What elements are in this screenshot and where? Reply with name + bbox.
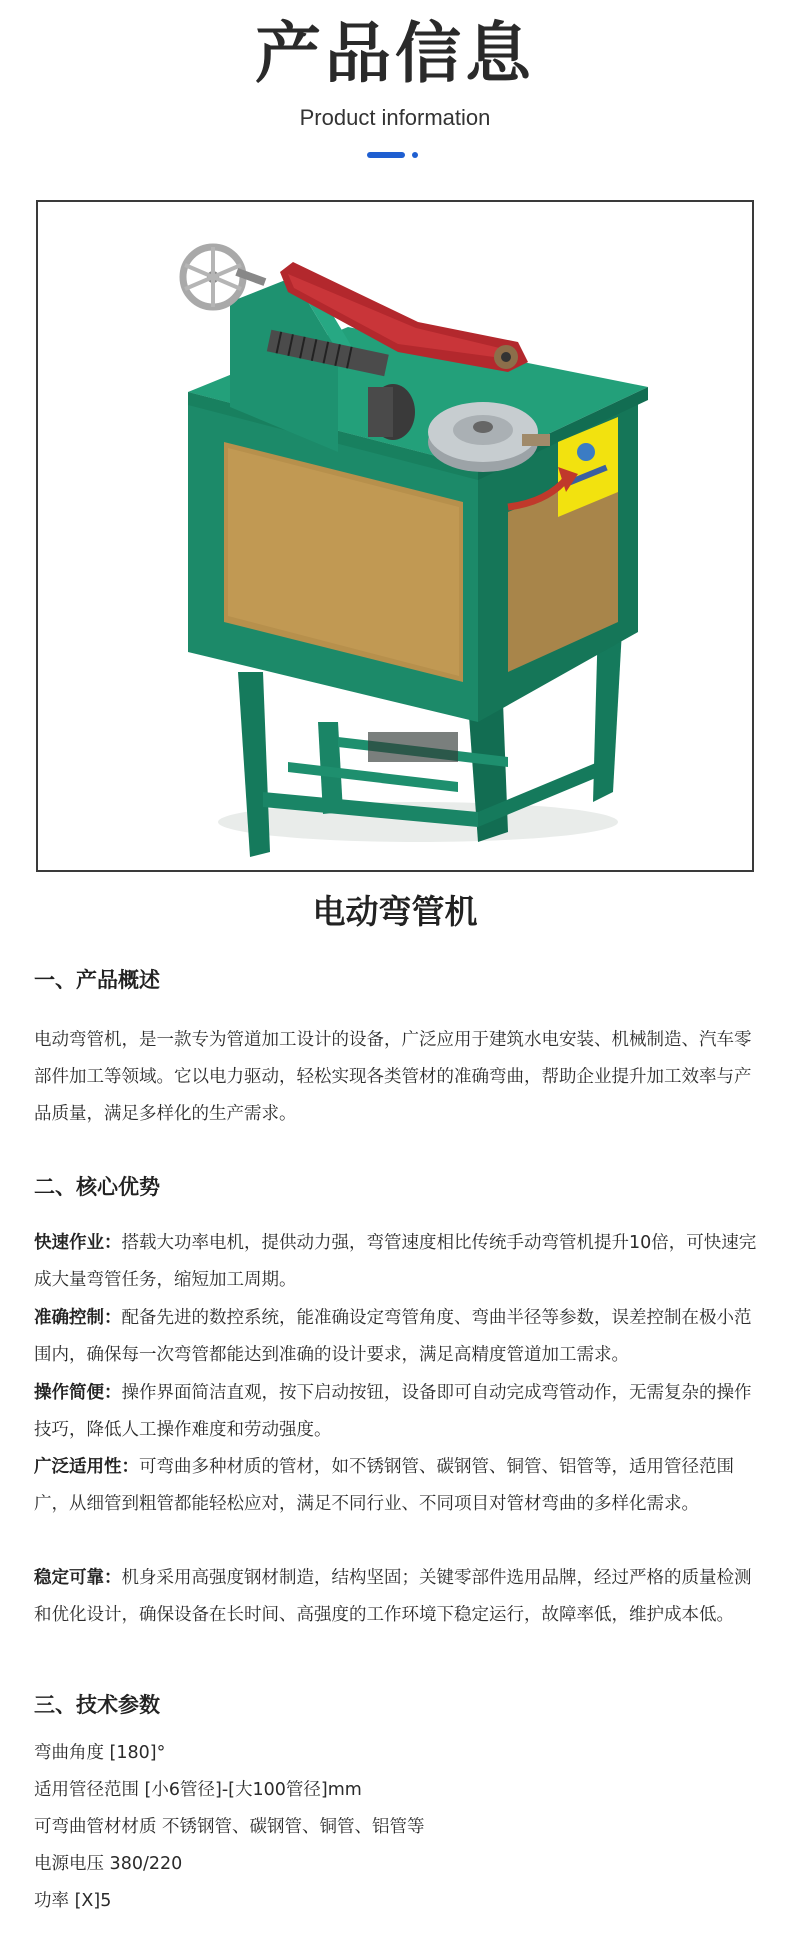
title-accent-dot [412, 152, 418, 158]
page-title: 产品信息 [255, 15, 535, 92]
section-heading-specs: 三、技术参数 [34, 1693, 160, 1717]
advantage-item [34, 1560, 758, 1634]
advantage-item [34, 1449, 758, 1523]
advantage-text: 配备先进的数控系统，能准确设定弯管角度、弯曲半径等参数，误差控制在极小范围内，确保每一次弯管都能达到准确的设计要求，满足高精度管道加工需求。 [34, 1308, 752, 1365]
advantage-item [34, 1225, 758, 1299]
spec-line: 功率 [X]5 [34, 1891, 112, 1911]
product-name: 电动弯管机 [312, 892, 478, 931]
advantage-item [34, 1375, 758, 1449]
spec-line: 可弯曲管材材质 不锈钢管、碳钢管、铜管、铝管等 [34, 1817, 425, 1837]
title-accent-bar [367, 152, 405, 158]
section-heading-overview: 一、产品概述 [34, 968, 160, 992]
product-photo [36, 200, 754, 872]
advantage-text: 搭载大功率电机，提供动力强，弯管速度相比传统手动弯管机提升10倍，可快速完成大量弯管任务，缩短加工周期。 [34, 1233, 757, 1290]
advantage-text: 机身采用高强度钢材制造，结构坚固；关键零部件选用品牌，经过严格的质量检测和优化设计，确保设备在长时间、高强度的工作环境下稳定运行，故障率低，维护成本低。 [34, 1568, 752, 1625]
advantage-label: 广泛适用性： [34, 1457, 139, 1477]
pipe-bender-illustration [38, 202, 752, 870]
spec-line: 适用管径范围 [小6管径]-[大100管径]mm [34, 1780, 362, 1800]
spec-line: 电源电压 380/220 [34, 1854, 183, 1874]
spec-line: 弯曲角度 [180]° [34, 1743, 166, 1763]
advantage-label: 快速作业： [34, 1233, 122, 1253]
advantage-text: 可弯曲多种材质的管材，如不锈钢管、碳钢管、铜管、铝管等，适用管径范围广，从细管到粗管都能轻松应对，满足不同行业、不同项目对管材弯曲的多样化需求。 [34, 1457, 734, 1514]
page-subtitle: Product information [299, 105, 491, 130]
advantage-label: 操作简便： [34, 1383, 122, 1403]
advantage-label: 稳定可靠： [34, 1568, 122, 1588]
advantage-label: 准确控制： [34, 1308, 122, 1328]
overview-paragraph: 电动弯管机，是一款专为管道加工设计的设备，广泛应用于建筑水电安装、机械制造、汽车零部件加工等领域。它以电力驱动，轻松实现各类管材的准确弯曲，帮助企业提升加工效率与产品质量，满足多样化的生产需求。 [34, 1030, 752, 1124]
advantage-item [34, 1300, 758, 1374]
advantage-text: 操作界面简洁直观，按下启动按钮，设备即可自动完成弯管动作，无需复杂的操作技巧，降低人工操作难度和劳动强度。 [34, 1383, 752, 1440]
section-heading-advantages: 二、核心优势 [34, 1175, 160, 1199]
